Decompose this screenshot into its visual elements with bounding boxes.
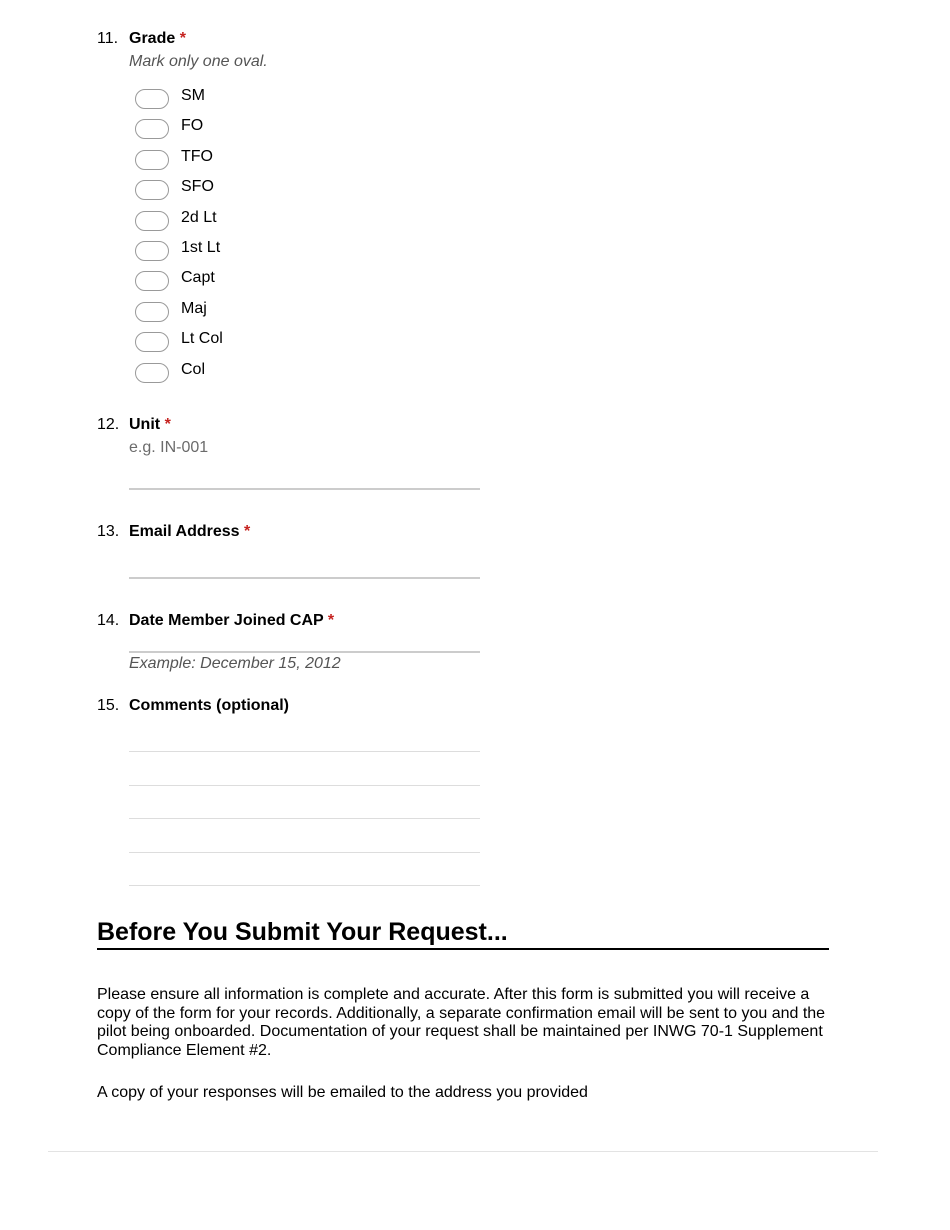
comments-input-line[interactable] bbox=[129, 885, 480, 886]
grade-option-label: FO bbox=[181, 117, 204, 135]
date-joined-title-text: Date Member Joined CAP bbox=[129, 612, 324, 629]
radio-oval[interactable] bbox=[135, 211, 169, 231]
required-mark: * bbox=[179, 30, 186, 47]
comments-input-line[interactable] bbox=[129, 785, 480, 786]
grade-hint: Mark only one oval. bbox=[129, 53, 268, 70]
grade-option[interactable] bbox=[135, 361, 205, 385]
radio-oval[interactable] bbox=[135, 119, 169, 139]
grade-option-label: Lt Col bbox=[181, 330, 223, 348]
radio-oval[interactable] bbox=[135, 332, 169, 352]
required-mark: * bbox=[327, 612, 335, 629]
question-number-comments: 15. bbox=[97, 697, 120, 714]
radio-oval[interactable] bbox=[135, 150, 169, 170]
radio-oval[interactable] bbox=[135, 302, 169, 322]
grade-option[interactable] bbox=[135, 178, 214, 202]
responses-email-note: A copy of your responses will be emailed to the address you provided bbox=[97, 1084, 588, 1101]
grade-option-label: 2d Lt bbox=[181, 208, 217, 226]
question-number-email: 13. bbox=[97, 523, 120, 540]
question-number-unit: 12. bbox=[97, 416, 120, 433]
grade-option[interactable] bbox=[135, 209, 217, 233]
comments-input-line[interactable] bbox=[129, 852, 480, 853]
footer-divider bbox=[48, 1151, 878, 1152]
radio-oval[interactable] bbox=[135, 241, 169, 261]
grade-option[interactable] bbox=[135, 300, 207, 324]
question-title-comments: Comments (optional) bbox=[129, 697, 289, 714]
date-joined-hint: Example: December 15, 2012 bbox=[129, 655, 341, 672]
question-title-grade bbox=[129, 29, 186, 49]
radio-oval[interactable] bbox=[135, 180, 169, 200]
comments-input-line[interactable] bbox=[129, 818, 480, 819]
grade-option[interactable] bbox=[135, 239, 220, 263]
radio-oval[interactable] bbox=[135, 89, 169, 109]
radio-oval[interactable] bbox=[135, 271, 169, 291]
unit-title-text: Unit bbox=[129, 416, 161, 433]
comments-input-line[interactable] bbox=[129, 751, 480, 752]
submit-instructions: Please ensure all information is complete and accurate. After this form is submitted you will receive a copy of the form for your records. Additionally, a separate confirmation email will be sent to you and the pilot being onboarded. Documentation of your request shall be maintained per INWG 70-1 Supplement Compliance Element #2. bbox=[97, 986, 826, 1059]
radio-oval[interactable] bbox=[135, 363, 169, 383]
grade-option-label: TFO bbox=[181, 147, 213, 165]
grade-option[interactable] bbox=[135, 330, 223, 354]
grade-title-text: Grade bbox=[129, 30, 176, 47]
grade-option-label: SM bbox=[181, 87, 205, 104]
date-joined-input-line[interactable] bbox=[129, 651, 480, 653]
question-number-grade: 11. bbox=[97, 30, 119, 47]
grade-option-label: Col bbox=[181, 360, 206, 378]
grade-option[interactable] bbox=[135, 148, 213, 172]
grade-option-label: SFO bbox=[181, 178, 214, 196]
grade-option[interactable] bbox=[135, 269, 215, 293]
email-input-line[interactable] bbox=[129, 577, 480, 579]
question-title-unit bbox=[129, 415, 171, 435]
grade-option-label: Capt bbox=[181, 269, 215, 287]
unit-description: e.g. IN-001 bbox=[129, 439, 209, 456]
question-number-date-joined: 14. bbox=[97, 612, 120, 629]
unit-input-line[interactable] bbox=[129, 488, 480, 490]
grade-option[interactable] bbox=[135, 117, 203, 141]
grade-option[interactable] bbox=[135, 87, 205, 111]
email-title-text: Email Address bbox=[129, 523, 240, 540]
question-title-date-joined bbox=[129, 611, 334, 631]
section-title-before-submit: Before You Submit Your Request... bbox=[97, 916, 829, 950]
required-mark: * bbox=[164, 416, 171, 433]
question-title-email bbox=[129, 522, 250, 542]
grade-option-label: 1st Lt bbox=[181, 239, 221, 256]
grade-option-label: Maj bbox=[181, 299, 207, 317]
required-mark: * bbox=[244, 523, 251, 540]
